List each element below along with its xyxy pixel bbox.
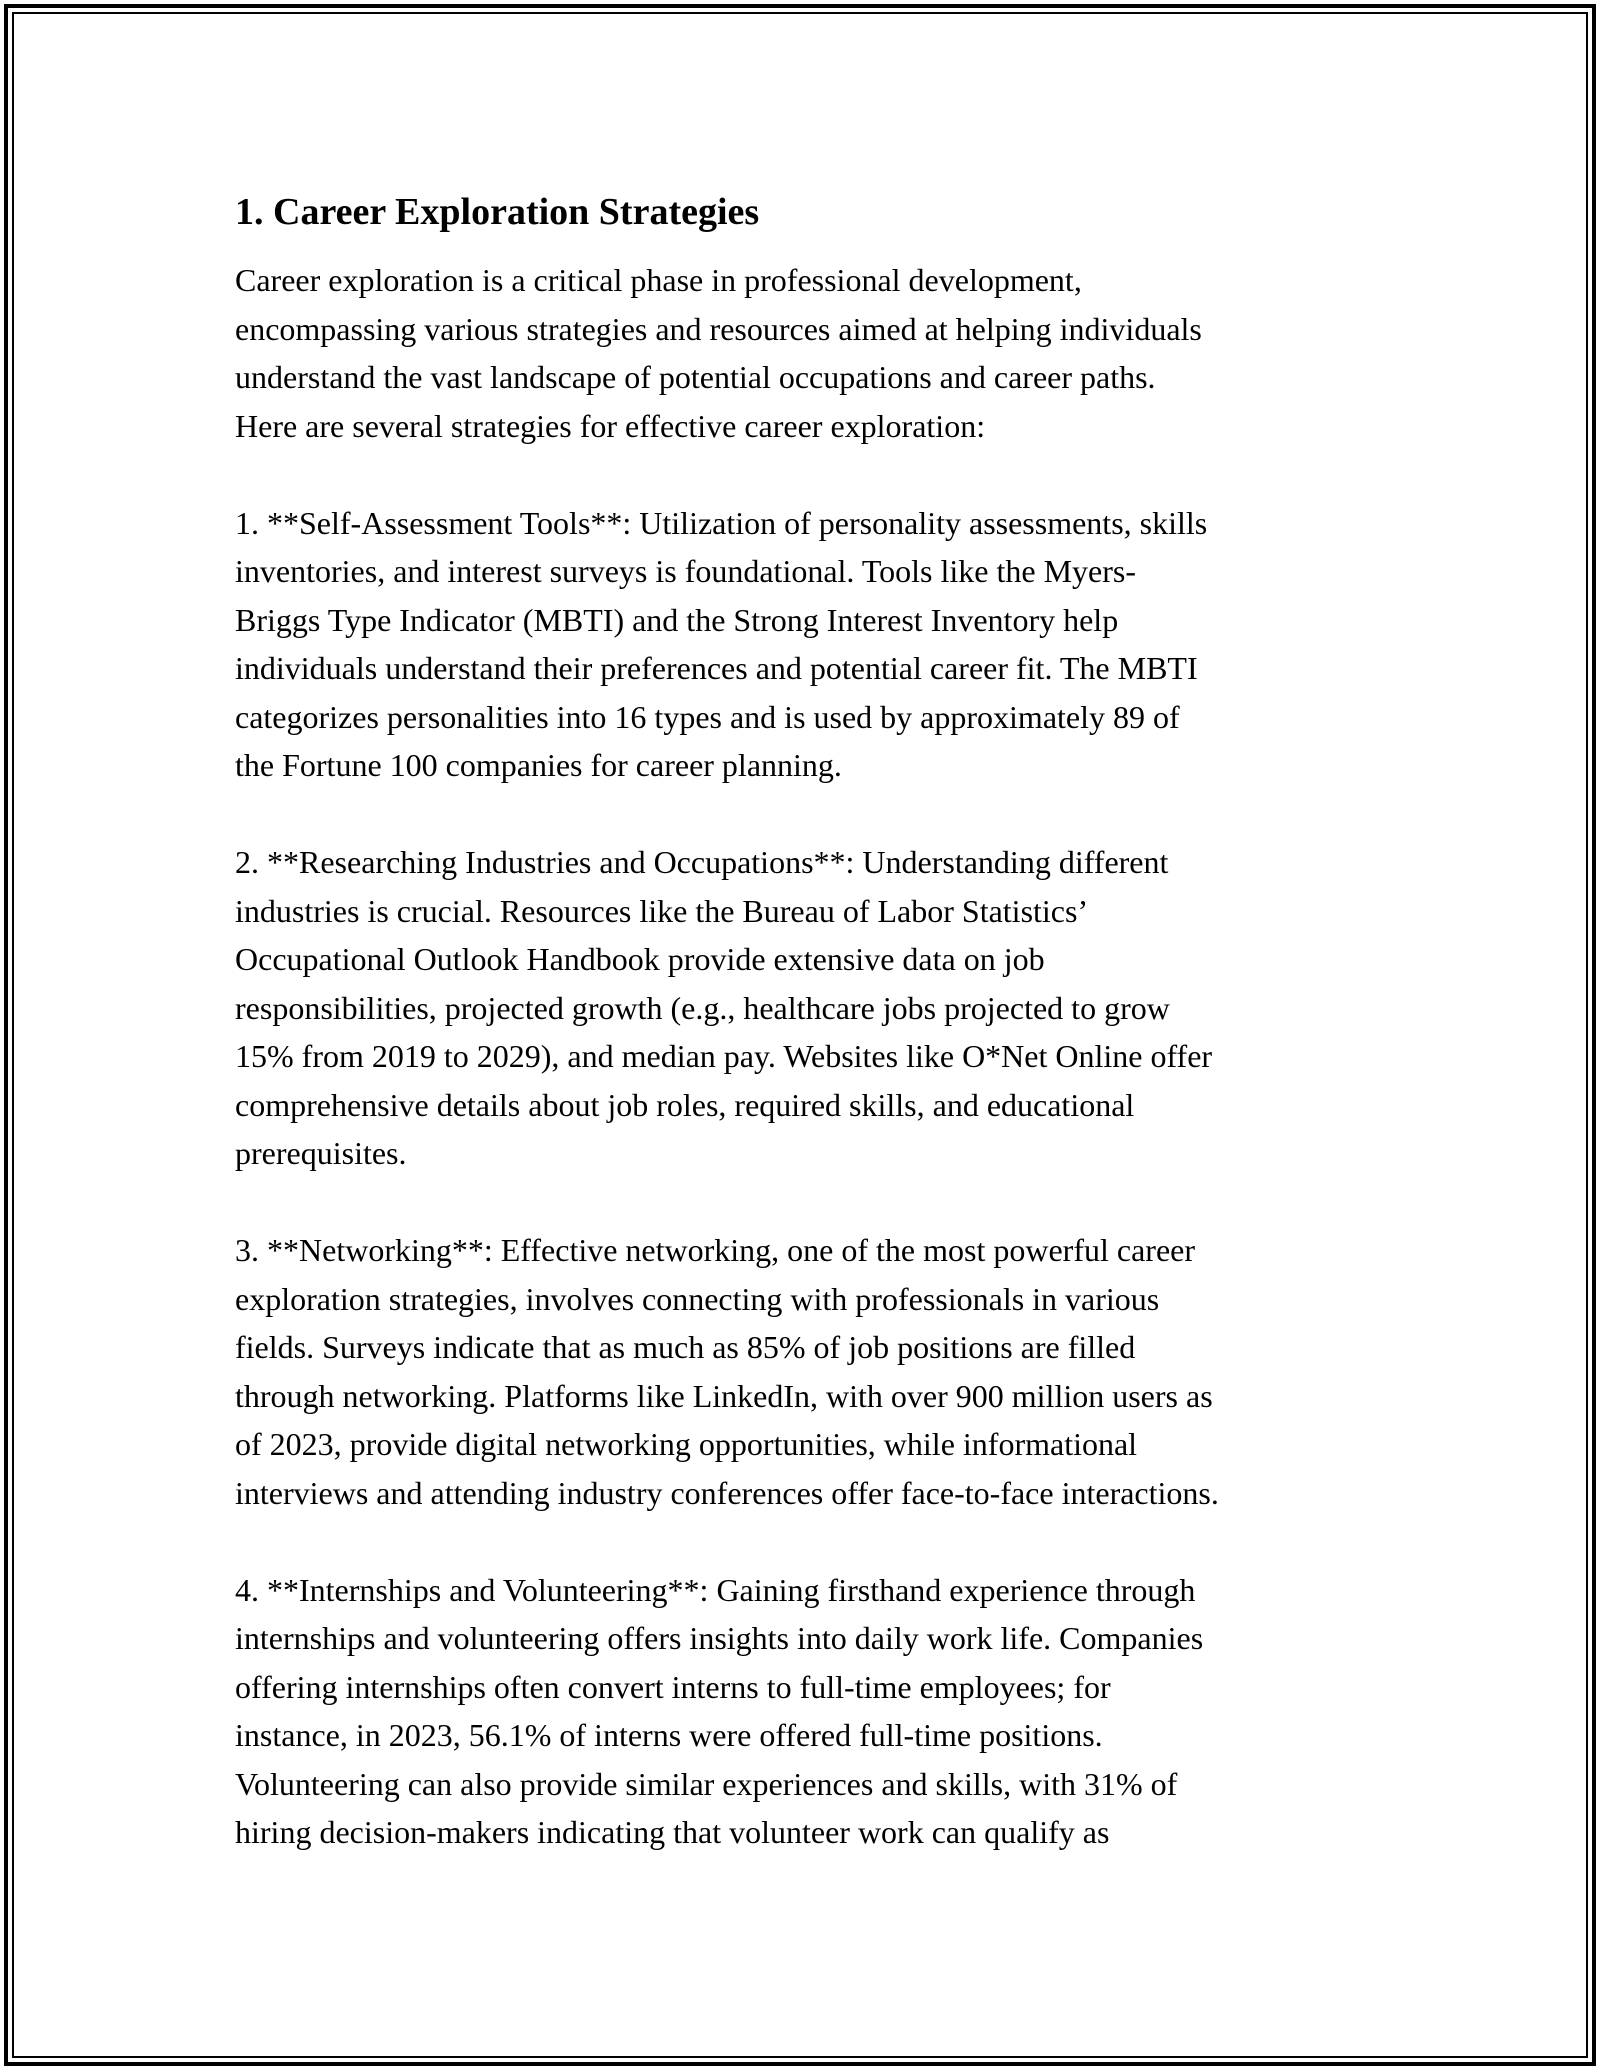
text-line: understand the vast landscape of potential occupations and career paths. — [235, 359, 1156, 395]
text-line: inventories, and interest surveys is foundational. Tools like the Myers- — [235, 553, 1136, 589]
text-line: internships and volunteering offers insights into daily work life. Companies — [235, 1620, 1204, 1656]
text-line: categorizes personalities into 16 types and is used by approximately 89 of — [235, 698, 1180, 735]
internships-paragraph — [235, 1566, 1375, 1857]
researching-industries-paragraph — [235, 838, 1375, 1178]
text-line: offering internships often convert interns to full-time employees; for — [235, 1668, 1111, 1705]
text-line: 2. **Researching Industries and Occupations**: Understanding different — [235, 844, 1169, 880]
networking-paragraph — [235, 1226, 1375, 1517]
text-line: Briggs Type Indicator (MBTI) and the Strong Interest Inventory help — [235, 601, 1119, 638]
text-line: Occupational Outlook Handbook provide extensive data on job — [235, 941, 1045, 977]
text-line: fields. Surveys indicate that as much as 85% of job positions are filled — [235, 1329, 1136, 1365]
section-title: 1. Career Exploration Strategies — [235, 191, 760, 233]
text-line: 15% from 2019 to 2029), and median pay. Websites like O*Net Online offer — [235, 1038, 1213, 1074]
intro-paragraph — [235, 256, 1375, 450]
text-line: 3. **Networking**: Effective networking, one of the most powerful career — [235, 1232, 1195, 1268]
text-line: industries is crucial. Resources like the Bureau of Labor Statistics’ — [235, 892, 1089, 929]
text-line: individuals understand their preferences and potential career fit. The MBTI — [235, 650, 1198, 686]
text-line: instance, in 2023, 56.1% of interns were offered full-time positions. — [235, 1717, 1103, 1753]
text-line: Volunteering can also provide similar experiences and skills, with 31% of — [235, 1765, 1178, 1802]
text-line: 4. **Internships and Volunteering**: Gaining firsthand experience through — [235, 1571, 1196, 1608]
text-line: hiring decision-makers indicating that volunteer work can qualify as — [235, 1814, 1110, 1850]
text-line: Career exploration is a critical phase in professional development, — [235, 262, 1082, 298]
document-body — [235, 180, 1375, 1857]
text-line: of 2023, provide digital networking opportunities, while informational — [235, 1426, 1138, 1462]
text-line: prerequisites. — [235, 1135, 407, 1171]
self-assessment-paragraph — [235, 499, 1375, 790]
text-line: Here are several strategies for effective career exploration: — [235, 407, 986, 444]
text-line: 1. **Self-Assessment Tools**: Utilization of personality assessments, skills — [235, 504, 1208, 541]
text-line: interviews and attending industry conferences offer face-to-face interactions. — [235, 1474, 1219, 1511]
text-line: the Fortune 100 companies for career planning. — [235, 747, 842, 783]
text-line: exploration strategies, involves connecting with professionals in various — [235, 1280, 1160, 1317]
text-line: through networking. Platforms like LinkedIn, with over 900 million users as — [235, 1377, 1213, 1414]
text-line: comprehensive details about job roles, required skills, and educational — [235, 1086, 1135, 1123]
text-line: encompassing various strategies and resources aimed at helping individuals — [235, 310, 1202, 347]
text-line: responsibilities, projected growth (e.g., healthcare jobs projected to grow — [235, 989, 1170, 1026]
